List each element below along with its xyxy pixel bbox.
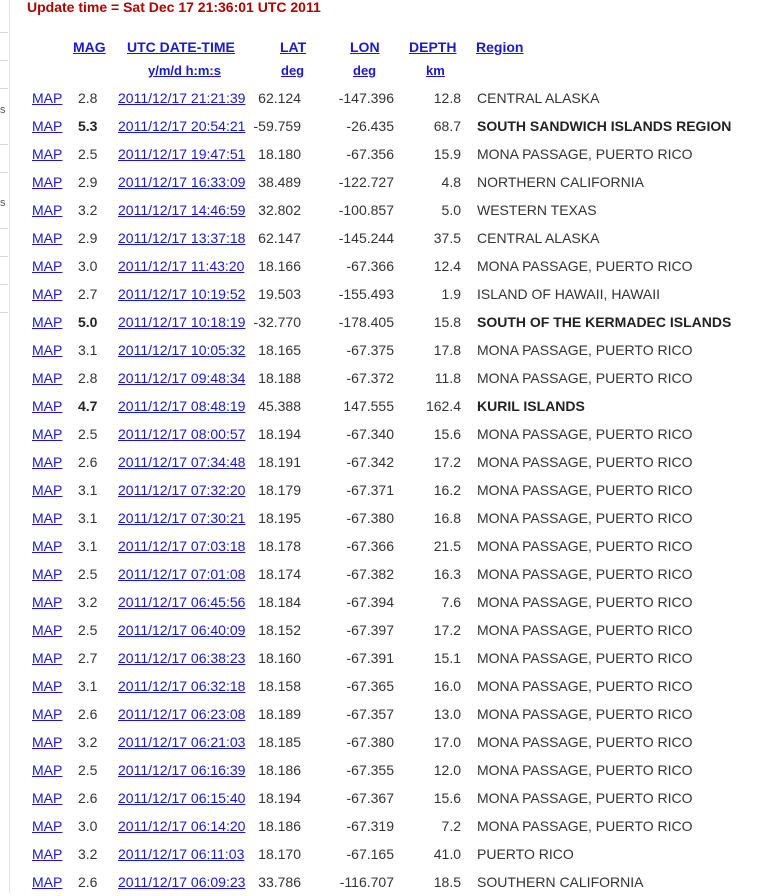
map-link[interactable]: MAP [32, 314, 63, 330]
map-link[interactable]: MAP [32, 790, 63, 806]
table-row [0, 644, 777, 672]
map-link[interactable]: MAP [32, 818, 63, 834]
longitude-cell: -67.355 [346, 762, 394, 778]
table-row [0, 868, 777, 896]
map-link[interactable]: MAP [32, 230, 63, 246]
table-row [0, 392, 777, 420]
region-cell: MONA PASSAGE, PUERTO RICO [477, 594, 693, 610]
magnitude-cell: 3.1 [78, 482, 98, 498]
table-row [0, 616, 777, 644]
datetime-link[interactable]: 2011/12/17 14:46:59 [118, 202, 246, 218]
longitude-cell: -122.727 [338, 174, 394, 190]
magnitude-cell: 3.1 [78, 678, 98, 694]
region-cell: SOUTH SANDWICH ISLANDS REGION [477, 118, 732, 134]
datetime-link[interactable]: 2011/12/17 09:48:34 [118, 370, 246, 386]
magnitude-cell: 2.8 [78, 90, 98, 106]
magnitude-cell: 2.5 [78, 426, 98, 442]
datetime-link[interactable]: 2011/12/17 06:23:08 [118, 706, 246, 722]
latitude-cell: 18.165 [258, 342, 301, 358]
table-row [0, 84, 777, 112]
column-subheader-lat[interactable]: deg [281, 63, 305, 78]
map-link[interactable]: MAP [32, 706, 63, 722]
map-link[interactable]: MAP [32, 482, 63, 498]
latitude-cell: 18.188 [258, 370, 301, 386]
latitude-cell: 18.184 [258, 594, 301, 610]
depth-cell: 16.0 [433, 678, 461, 694]
column-subheader-lon[interactable]: deg [353, 63, 377, 78]
latitude-cell: 45.388 [258, 398, 301, 414]
datetime-link[interactable]: 2011/12/17 13:37:18 [118, 230, 246, 246]
datetime-link[interactable]: 2011/12/17 21:21:39 [118, 90, 246, 106]
latitude-cell: 18.194 [258, 426, 301, 442]
column-header-depth[interactable]: DEPTH [409, 39, 457, 55]
latitude-cell: 18.194 [258, 790, 301, 806]
magnitude-cell: 2.5 [78, 622, 98, 638]
map-link[interactable]: MAP [32, 874, 63, 890]
map-link[interactable]: MAP [32, 510, 63, 526]
region-cell: MONA PASSAGE, PUERTO RICO [477, 426, 693, 442]
datetime-link[interactable]: 2011/12/17 06:09:23 [118, 874, 246, 890]
region-cell: KURIL ISLANDS [477, 398, 585, 414]
map-link[interactable]: MAP [32, 286, 63, 302]
latitude-cell: 38.489 [258, 174, 301, 190]
magnitude-cell: 5.0 [78, 314, 98, 330]
latitude-cell: 18.191 [258, 454, 301, 470]
depth-cell: 68.7 [433, 118, 461, 134]
datetime-link[interactable]: 2011/12/17 19:47:51 [118, 146, 246, 162]
map-link[interactable]: MAP [32, 846, 63, 862]
column-header-region[interactable]: Region [476, 39, 524, 55]
depth-cell: 37.5 [433, 230, 461, 246]
magnitude-cell: 3.0 [78, 818, 98, 834]
latitude-cell: 32.802 [258, 202, 301, 218]
longitude-cell: -67.372 [346, 370, 394, 386]
latitude-cell: 18.178 [258, 538, 301, 554]
table-row [0, 504, 777, 532]
datetime-link[interactable]: 2011/12/17 07:01:08 [118, 566, 246, 582]
magnitude-cell: 2.6 [78, 454, 98, 470]
frame-text-fragment: s [0, 104, 6, 116]
latitude-cell: 18.158 [258, 678, 301, 694]
magnitude-cell: 3.1 [78, 538, 98, 554]
table-row [0, 252, 777, 280]
region-cell: MONA PASSAGE, PUERTO RICO [477, 146, 693, 162]
datetime-link[interactable]: 2011/12/17 10:05:32 [118, 342, 246, 358]
latitude-cell: 18.166 [258, 258, 301, 274]
magnitude-cell: 2.5 [78, 566, 98, 582]
latitude-cell: 19.503 [258, 286, 301, 302]
map-link[interactable]: MAP [32, 146, 63, 162]
region-cell: MONA PASSAGE, PUERTO RICO [477, 678, 693, 694]
datetime-link[interactable]: 2011/12/17 06:45:56 [118, 594, 246, 610]
region-cell: WESTERN TEXAS [477, 202, 597, 218]
longitude-cell: -67.357 [346, 706, 394, 722]
map-link[interactable]: MAP [32, 594, 63, 610]
latitude-cell: 33.786 [258, 874, 301, 890]
map-link[interactable]: MAP [32, 622, 63, 638]
magnitude-cell: 2.7 [78, 286, 98, 302]
region-cell: PUERTO RICO [477, 846, 574, 862]
depth-cell: 7.2 [441, 818, 461, 834]
depth-cell: 18.5 [433, 874, 461, 890]
map-link[interactable]: MAP [32, 566, 63, 582]
map-link[interactable]: MAP [32, 90, 63, 106]
longitude-cell: -67.382 [346, 566, 394, 582]
latitude-cell: 18.186 [258, 762, 301, 778]
latitude-cell: 18.180 [258, 146, 301, 162]
longitude-cell: -67.394 [346, 594, 394, 610]
magnitude-cell: 3.1 [78, 510, 98, 526]
table-row [0, 532, 777, 560]
magnitude-cell: 3.1 [78, 342, 98, 358]
column-header-lat[interactable]: LAT [280, 39, 307, 55]
map-link[interactable]: MAP [32, 174, 63, 190]
datetime-link[interactable]: 2011/12/17 16:33:09 [118, 174, 246, 190]
table-row [0, 784, 777, 812]
longitude-cell: -67.371 [346, 482, 394, 498]
longitude-cell: -26.435 [346, 118, 394, 134]
longitude-cell: -67.391 [346, 650, 394, 666]
table-row [0, 476, 777, 504]
latitude-cell: 18.160 [258, 650, 301, 666]
frame-text-fragment: s [0, 197, 6, 209]
longitude-cell: -67.367 [346, 790, 394, 806]
longitude-cell: -67.356 [346, 146, 394, 162]
latitude-cell: 18.152 [258, 622, 301, 638]
depth-cell: 11.8 [434, 370, 461, 386]
longitude-cell: -67.380 [346, 734, 394, 750]
depth-cell: 13.0 [433, 706, 461, 722]
magnitude-cell: 3.0 [78, 258, 98, 274]
latitude-cell: 18.185 [258, 734, 301, 750]
depth-cell: 12.0 [433, 762, 461, 778]
table-row [0, 420, 777, 448]
longitude-cell: -155.493 [338, 286, 394, 302]
depth-cell: 17.2 [433, 454, 461, 470]
table-row [0, 448, 777, 476]
map-link[interactable]: MAP [32, 258, 63, 274]
magnitude-cell: 2.6 [78, 706, 98, 722]
depth-cell: 162.4 [425, 398, 461, 414]
datetime-link[interactable]: 2011/12/17 07:34:48 [118, 454, 246, 470]
magnitude-cell: 2.7 [78, 650, 98, 666]
longitude-cell: -116.707 [339, 874, 394, 890]
magnitude-cell: 2.5 [78, 146, 98, 162]
region-cell: ISLAND OF HAWAII, HAWAII [477, 286, 661, 302]
table-row [0, 672, 777, 700]
depth-cell: 12.4 [433, 258, 461, 274]
map-link[interactable]: MAP [32, 370, 63, 386]
depth-cell: 41.0 [433, 846, 461, 862]
longitude-cell: -67.397 [346, 622, 394, 638]
table-row [0, 728, 777, 756]
depth-cell: 5.0 [441, 202, 461, 218]
longitude-cell: -67.380 [346, 510, 394, 526]
latitude-cell: 62.124 [258, 90, 301, 106]
depth-cell: 16.3 [433, 566, 461, 582]
column-subheader-datetime[interactable]: y/m/d h:m:s [148, 63, 221, 78]
datetime-link[interactable]: 2011/12/17 06:21:03 [118, 734, 246, 750]
latitude-cell: 18.186 [258, 818, 301, 834]
magnitude-cell: 3.2 [78, 846, 98, 862]
depth-cell: 17.8 [433, 342, 461, 358]
region-cell: MONA PASSAGE, PUERTO RICO [477, 258, 693, 274]
magnitude-cell: 2.6 [78, 874, 98, 890]
datetime-link[interactable]: 2011/12/17 07:32:20 [118, 482, 246, 498]
longitude-cell: -100.857 [338, 202, 394, 218]
depth-cell: 15.8 [433, 314, 461, 330]
datetime-link[interactable]: 2011/12/17 06:16:39 [118, 762, 246, 778]
longitude-cell: -67.366 [346, 538, 394, 554]
magnitude-cell: 5.3 [78, 118, 98, 134]
latitude-cell: 18.195 [258, 510, 301, 526]
latitude-cell: 18.189 [258, 706, 301, 722]
region-cell: CENTRAL ALASKA [477, 230, 600, 246]
longitude-cell: 147.555 [343, 398, 394, 414]
region-cell: MONA PASSAGE, PUERTO RICO [477, 762, 693, 778]
table-row [0, 280, 777, 308]
magnitude-cell: 2.9 [78, 230, 98, 246]
region-cell: MONA PASSAGE, PUERTO RICO [477, 650, 693, 666]
map-link[interactable]: MAP [32, 762, 63, 778]
depth-cell: 15.6 [433, 426, 461, 442]
region-cell: MONA PASSAGE, PUERTO RICO [477, 370, 693, 386]
datetime-link[interactable]: 2011/12/17 06:11:03 [118, 846, 245, 862]
column-subheader-depth[interactable]: km [426, 63, 445, 78]
region-cell: MONA PASSAGE, PUERTO RICO [477, 510, 693, 526]
table-row [0, 308, 777, 336]
map-link[interactable]: MAP [32, 202, 63, 218]
table-row [0, 196, 777, 224]
map-link[interactable]: MAP [32, 678, 63, 694]
longitude-cell: -67.365 [346, 678, 394, 694]
latitude-cell: 62.147 [258, 230, 301, 246]
frame-divider [0, 32, 8, 33]
table-row [0, 840, 777, 868]
map-link[interactable]: MAP [32, 454, 63, 470]
longitude-cell: -145.244 [338, 230, 394, 246]
region-cell: MONA PASSAGE, PUERTO RICO [477, 734, 693, 750]
longitude-cell: -67.366 [346, 258, 394, 274]
region-cell: MONA PASSAGE, PUERTO RICO [477, 538, 693, 554]
datetime-link[interactable]: 2011/12/17 10:18:19 [118, 314, 246, 330]
column-header-datetime[interactable]: UTC DATE-TIME [127, 39, 235, 55]
latitude-cell: 18.174 [258, 566, 301, 582]
table-row [0, 112, 777, 140]
column-header-mag[interactable]: MAG [73, 39, 106, 55]
longitude-cell: -67.340 [346, 426, 394, 442]
longitude-cell: -67.375 [346, 342, 394, 358]
frame-divider [0, 60, 8, 61]
region-cell: MONA PASSAGE, PUERTO RICO [477, 482, 693, 498]
magnitude-cell: 2.6 [78, 790, 98, 806]
datetime-link[interactable]: 2011/12/17 11:43:20 [118, 258, 245, 274]
region-cell: MONA PASSAGE, PUERTO RICO [477, 342, 693, 358]
map-link[interactable]: MAP [32, 734, 63, 750]
depth-cell: 15.9 [433, 146, 461, 162]
table-row [0, 560, 777, 588]
region-cell: SOUTH OF THE KERMADEC ISLANDS [477, 314, 732, 330]
table-row [0, 364, 777, 392]
table-row [0, 700, 777, 728]
depth-cell: 15.6 [433, 790, 461, 806]
latitude-cell: -59.759 [253, 118, 301, 134]
table-row [0, 588, 777, 616]
latitude-cell: 18.170 [258, 846, 301, 862]
depth-cell: 17.0 [433, 734, 461, 750]
map-link[interactable]: MAP [32, 538, 63, 554]
table-row [0, 168, 777, 196]
magnitude-cell: 3.2 [78, 734, 98, 750]
magnitude-cell: 3.2 [78, 594, 98, 610]
map-link[interactable]: MAP [32, 650, 63, 666]
column-header-lon[interactable]: LON [350, 39, 380, 55]
datetime-link[interactable]: 2011/12/17 06:15:40 [118, 790, 246, 806]
datetime-link[interactable]: 2011/12/17 06:32:18 [118, 678, 246, 694]
longitude-cell: -67.165 [346, 846, 394, 862]
longitude-cell: -67.319 [346, 818, 394, 834]
magnitude-cell: 3.2 [78, 202, 98, 218]
datetime-link[interactable]: 2011/12/17 06:38:23 [118, 650, 246, 666]
datetime-link[interactable]: 2011/12/17 20:54:21 [118, 118, 246, 134]
latitude-cell: 18.179 [258, 482, 301, 498]
table-row [0, 756, 777, 784]
update-time-label: Update time = Sat Dec 17 21:36:01 UTC 2011 [27, 0, 321, 15]
depth-cell: 1.9 [441, 286, 461, 302]
region-cell: SOUTHERN CALIFORNIA [477, 874, 644, 890]
datetime-link[interactable]: 2011/12/17 08:48:19 [118, 398, 246, 414]
magnitude-cell: 2.5 [78, 762, 98, 778]
depth-cell: 16.8 [433, 510, 461, 526]
depth-cell: 16.2 [433, 482, 461, 498]
region-cell: MONA PASSAGE, PUERTO RICO [477, 454, 693, 470]
map-link[interactable]: MAP [32, 118, 63, 134]
map-link[interactable]: MAP [32, 398, 63, 414]
magnitude-cell: 4.7 [78, 398, 98, 414]
datetime-link[interactable]: 2011/12/17 06:14:20 [118, 818, 246, 834]
region-cell: MONA PASSAGE, PUERTO RICO [477, 622, 693, 638]
region-cell: MONA PASSAGE, PUERTO RICO [477, 706, 693, 722]
table-row [0, 336, 777, 364]
datetime-link[interactable]: 2011/12/17 08:00:57 [118, 426, 246, 442]
table-row [0, 812, 777, 840]
depth-cell: 4.8 [441, 174, 461, 190]
region-cell: MONA PASSAGE, PUERTO RICO [477, 790, 693, 806]
table-row [0, 140, 777, 168]
earthquake-table [0, 84, 777, 896]
datetime-link[interactable]: 2011/12/17 06:40:09 [118, 622, 246, 638]
longitude-cell: -147.396 [338, 90, 394, 106]
magnitude-cell: 2.9 [78, 174, 98, 190]
depth-cell: 17.2 [433, 622, 461, 638]
datetime-link[interactable]: 2011/12/17 07:03:18 [118, 538, 246, 554]
datetime-link[interactable]: 2011/12/17 10:19:52 [118, 286, 246, 302]
region-cell: NORTHERN CALIFORNIA [477, 174, 644, 190]
datetime-link[interactable]: 2011/12/17 07:30:21 [118, 510, 246, 526]
longitude-cell: -67.342 [346, 454, 394, 470]
region-cell: MONA PASSAGE, PUERTO RICO [477, 566, 693, 582]
depth-cell: 7.6 [441, 594, 461, 610]
region-cell: CENTRAL ALASKA [477, 90, 600, 106]
depth-cell: 21.5 [433, 538, 461, 554]
latitude-cell: -32.770 [253, 314, 301, 330]
longitude-cell: -178.405 [338, 314, 394, 330]
depth-cell: 15.1 [433, 650, 461, 666]
map-link[interactable]: MAP [32, 426, 63, 442]
table-row [0, 224, 777, 252]
region-cell: MONA PASSAGE, PUERTO RICO [477, 818, 693, 834]
map-link[interactable]: MAP [32, 342, 63, 358]
magnitude-cell: 2.8 [78, 370, 98, 386]
depth-cell: 12.8 [433, 90, 461, 106]
